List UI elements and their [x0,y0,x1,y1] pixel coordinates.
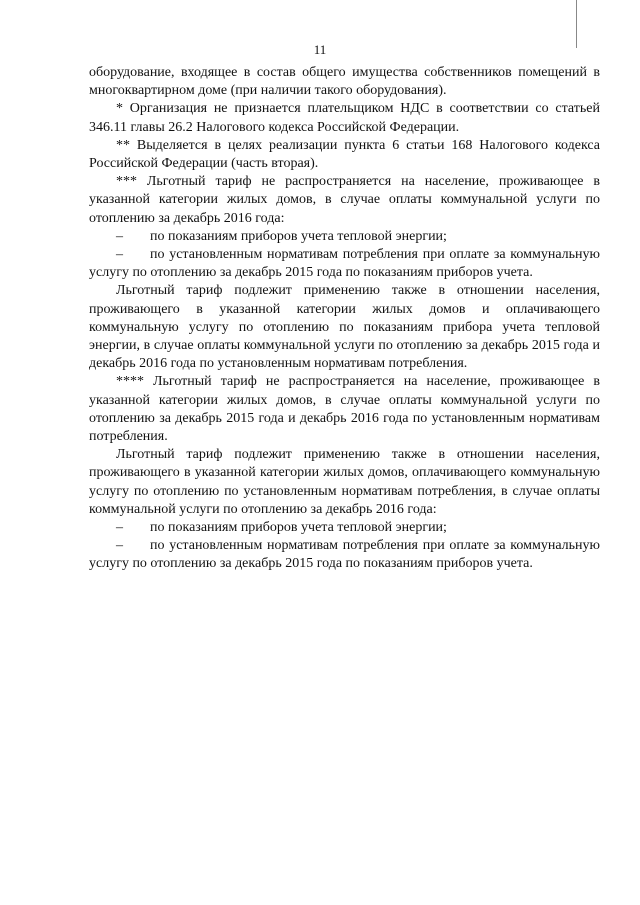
footnote-preferential-tariff-3: *** Льготный тариф не распространяется на население, проживающее в указанной категории жилых домов, в случае оплаты коммунальной услуги по отоплению за декабрь 2016 года: [89,174,600,226]
paragraph-continuation: оборудование, входящее в состав общего имущества собственников помещений в многоквартирном доме (при наличии такого оборудования). [89,65,600,99]
dash-marker: – [116,228,123,244]
list-item-text: по установленным нормативам потребления при оплате за коммунальную услугу по отоплению за декабрь 2015 года по показаниям приборов учета. [89,538,600,572]
paragraph-tariff-application-1: Льготный тариф подлежит применению также в отношении населения, проживающего в указанной категории жилых домов и оплачивающего коммунальную услугу по отоплению по показаниям прибора учета тепловой энергии, в случае оплаты коммунальной услуги по отоплению за декабрь 2015 года и декабрь 2016 года по установленным нормативам потребления. [89,283,600,372]
footnote-vat-exempt: * Организация не признается плательщиком НДС в соответствии со статьей 346.11 главы 26.2 Налогового кодекса Российской Федерации. [89,101,600,135]
document-body [89,64,600,574]
paragraph-tariff-application-2: Льготный тариф подлежит применению также в отношении населения, проживающего в указанной категории жилых домов, оплачивающего коммунальную услугу по отоплению по установленным нормативам потребления, в случае оплаты коммунальной услуги по отоплению за декабрь 2016 года: [89,447,600,517]
dash-marker: – [116,520,123,536]
list-item [89,228,600,246]
dash-marker: – [116,538,123,554]
list-item-text: по установленным нормативам потребления при оплате за коммунальную услугу по отоплению за декабрь 2015 года по показаниям приборов учета. [89,247,600,281]
list-item [89,246,600,282]
dash-marker: – [116,247,123,263]
page-edge-mark [576,0,577,48]
list-item [89,519,600,537]
list-item [89,537,600,573]
list-item-text: по показаниям приборов учета тепловой энергии; [150,228,447,244]
footnote-preferential-tariff-4: **** Льготный тариф не распространяется на население, проживающее в указанной категории жилых домов, в случае оплаты коммунальной услуги по отоплению за декабрь 2015 года и декабрь 2016 года по установленным нормативам потребления. [89,374,600,445]
page-number: 11 [313,42,327,57]
footnote-vat-allocated: ** Выделяется в целях реализации пункта 6 статьи 168 Налогового кодекса Российской Федерации (часть вторая). [89,137,600,172]
list-item-text: по показаниям приборов учета тепловой энергии; [150,520,447,536]
